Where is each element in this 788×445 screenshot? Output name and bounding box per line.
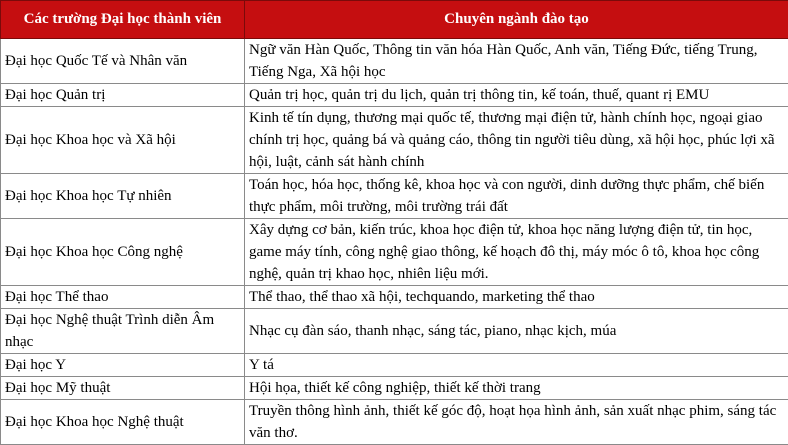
majors-cell: Ngữ văn Hàn Quốc, Thông tin văn hóa Hàn Quốc, Anh văn, Tiếng Đức, tiếng Trung, Tiếng Nga, Xã hội học (245, 39, 788, 84)
table-row (1, 107, 788, 174)
school-cell: Đại học Khoa học Nghệ thuật (1, 400, 245, 445)
header-school: Các trường Đại học thành viên (1, 1, 245, 39)
majors-cell: Hội họa, thiết kế công nghiệp, thiết kế thời trang (245, 377, 788, 400)
school-cell: Đại học Thể thao (1, 286, 245, 309)
school-cell: Đại học Y (1, 354, 245, 377)
header-majors: Chuyên ngành đào tạo (245, 1, 788, 39)
majors-cell: Y tá (245, 354, 788, 377)
table-row (1, 354, 788, 377)
majors-cell: Nhạc cụ đàn sáo, thanh nhạc, sáng tác, piano, nhạc kịch, múa (245, 309, 788, 354)
table-row (1, 309, 788, 354)
table-row (1, 219, 788, 286)
school-cell: Đại học Khoa học Tự nhiên (1, 174, 245, 219)
school-cell: Đại học Khoa học và Xã hội (1, 107, 245, 174)
majors-cell: Kinh tế tín dụng, thương mại quốc tế, thương mại điện tử, hành chính học, ngoại giao chính trị học, quảng bá và quảng cáo, thông tin người tiêu dùng, xã hội học, phúc lợi xã hội, luật, cảnh sát hành chính (245, 107, 788, 174)
majors-cell: Xây dựng cơ bản, kiến trúc, khoa học điện tử, khoa học năng lượng điện tử, tin học, game máy tính, công nghệ giao thông, kế hoạch đô thị, máy móc ô tô, khoa học công nghệ, quản trị khao học, nhiên liệu mới. (245, 219, 788, 286)
majors-cell: Quản trị học, quản trị du lịch, quản trị thông tin, kế toán, thuế, quant rị EMU (245, 84, 788, 107)
table-row (1, 377, 788, 400)
school-cell: Đại học Quản trị (1, 84, 245, 107)
majors-cell: Thể thao, thể thao xã hội, techquando, marketing thể thao (245, 286, 788, 309)
school-cell: Đại học Mỹ thuật (1, 377, 245, 400)
majors-cell: Truyền thông hình ảnh, thiết kế góc độ, hoạt họa hình ảnh, sản xuất nhạc phim, sáng tác văn thơ. (245, 400, 788, 445)
table-row (1, 174, 788, 219)
table-row (1, 286, 788, 309)
school-cell: Đại học Quốc Tế và Nhân văn (1, 39, 245, 84)
school-cell: Đại học Khoa học Công nghệ (1, 219, 245, 286)
table-row (1, 84, 788, 107)
school-cell: Đại học Nghệ thuật Trình diễn Âm nhạc (1, 309, 245, 354)
majors-cell: Toán học, hóa học, thống kê, khoa học và con người, dinh dưỡng thực phẩm, chế biến thực phẩm, môi trường, môi trường trái đất (245, 174, 788, 219)
table-header-row (1, 1, 788, 39)
table-row (1, 39, 788, 84)
table-row (1, 400, 788, 445)
